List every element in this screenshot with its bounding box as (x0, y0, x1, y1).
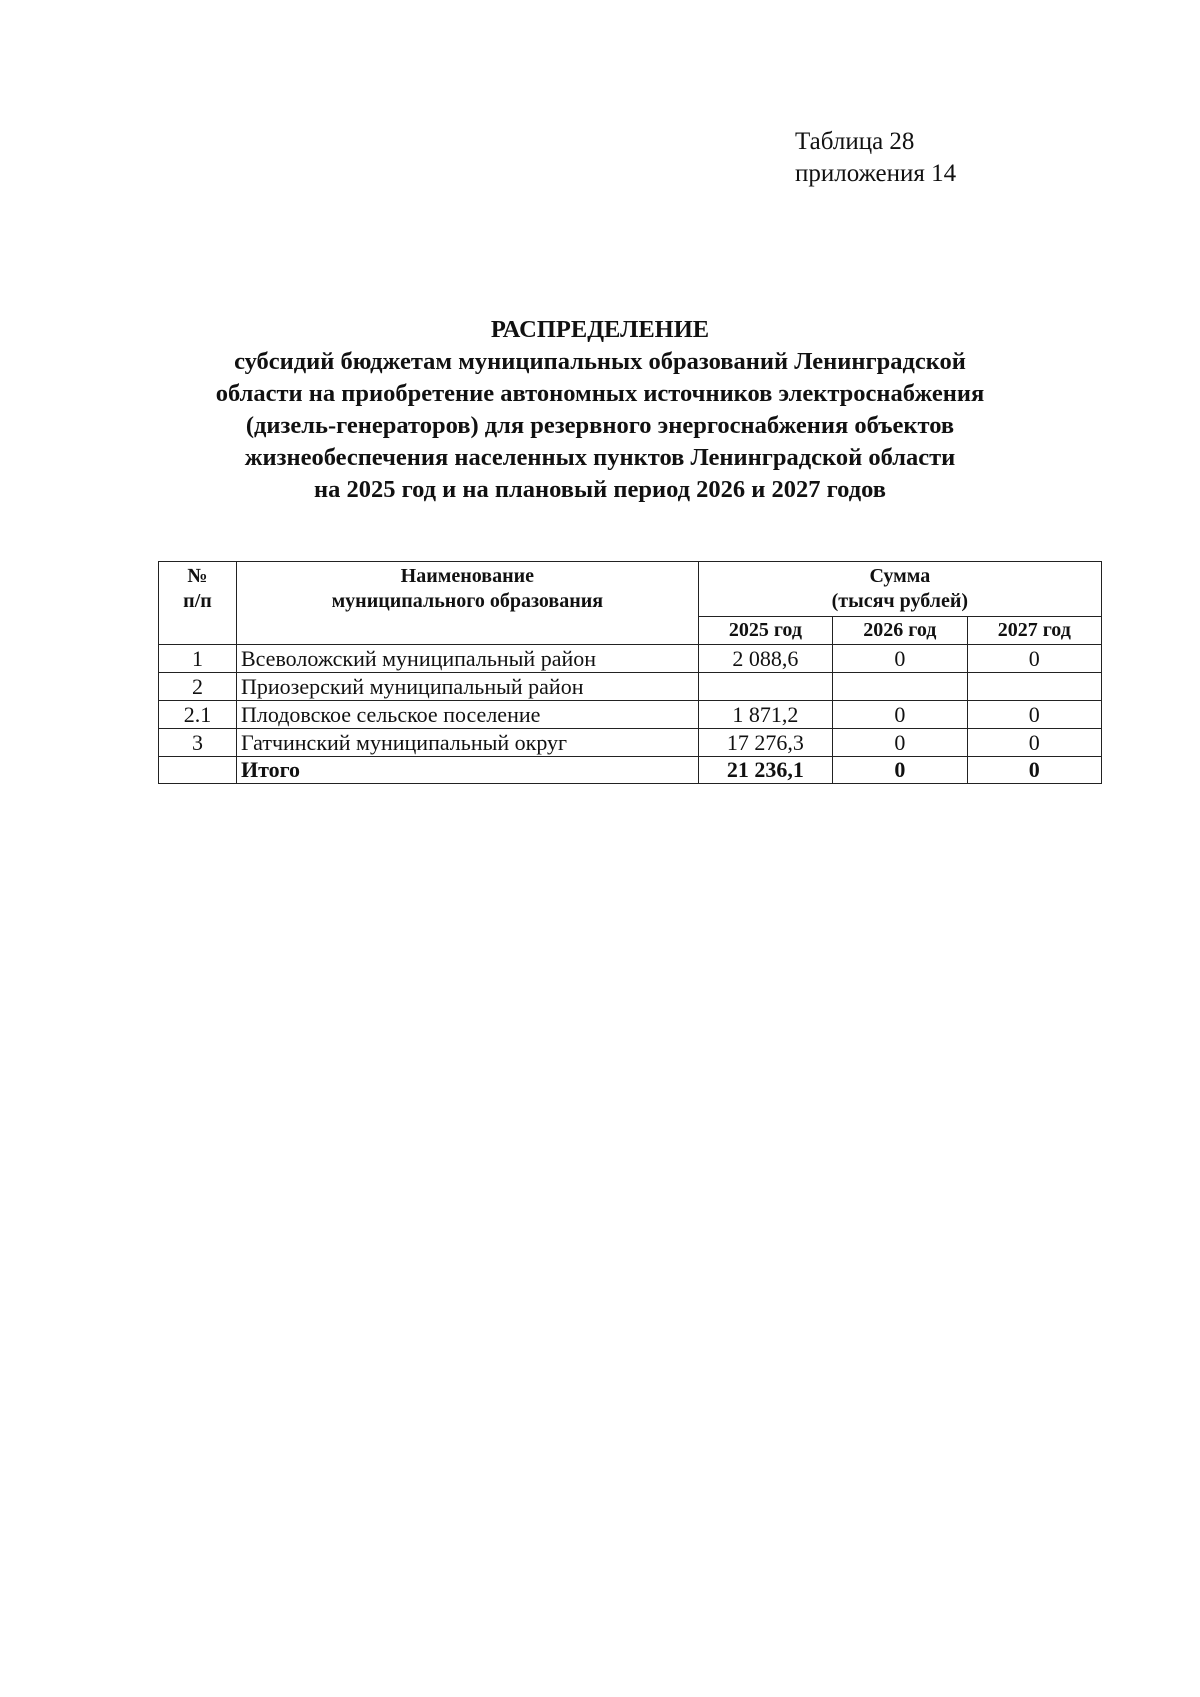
row-number: 2 (159, 673, 237, 701)
total-row (159, 757, 1102, 784)
row-value-2025: 17 276,3 (698, 729, 832, 757)
row-value-2026: 0 (833, 645, 967, 673)
total-value-2027: 0 (967, 757, 1101, 784)
row-value-2027: 0 (967, 645, 1101, 673)
heading-title: РАСПРЕДЕЛЕНИЕ (490, 316, 710, 343)
header-name: Наименование муниципального образования (236, 562, 698, 645)
row-name: Приозерский муниципальный район (236, 673, 698, 701)
table-row (159, 729, 1102, 757)
row-value-2027 (967, 673, 1101, 701)
row-value-2027: 0 (967, 729, 1101, 757)
row-name: Плодовское сельское поселение (236, 701, 698, 729)
header-year-2026: 2026 год (833, 617, 967, 645)
row-number: 3 (159, 729, 237, 757)
document-heading (150, 314, 1050, 506)
table-row (159, 701, 1102, 729)
distribution-table (158, 561, 1102, 784)
row-value-2026 (833, 673, 967, 701)
heading-line: (дизель-генераторов) для резервного энергоснабжения объектов (245, 412, 955, 439)
row-name: Всеволожский муниципальный район (236, 645, 698, 673)
header-year-2025: 2025 год (698, 617, 832, 645)
header-year-2027: 2027 год (967, 617, 1101, 645)
heading-line: области на приобретение автономных источников электроснабжения (215, 380, 985, 407)
row-number: 2.1 (159, 701, 237, 729)
row-value-2027: 0 (967, 701, 1101, 729)
row-value-2025 (698, 673, 832, 701)
total-label: Итого (236, 757, 698, 784)
row-value-2026: 0 (833, 701, 967, 729)
row-number: 1 (159, 645, 237, 673)
row-name: Гатчинский муниципальный округ (236, 729, 698, 757)
heading-line: субсидий бюджетам муниципальных образований Ленинградской (234, 348, 966, 375)
row-value-2025: 1 871,2 (698, 701, 832, 729)
heading-line: жизнеобеспечения населенных пунктов Ленинградской области (244, 444, 956, 471)
header-amount: Сумма (тысяч рублей) (698, 562, 1101, 617)
reference-appendix: приложения 14 (795, 160, 957, 187)
reference-table-number: Таблица 28 (795, 128, 915, 155)
total-number-cell (159, 757, 237, 784)
table-row (159, 645, 1102, 673)
header-number: № п/п (159, 562, 237, 645)
total-value-2026: 0 (833, 757, 967, 784)
row-value-2025: 2 088,6 (698, 645, 832, 673)
table-reference (795, 126, 956, 190)
row-value-2026: 0 (833, 729, 967, 757)
heading-line: на 2025 год и на плановый период 2026 и 2027 годов (313, 476, 886, 503)
total-value-2025: 21 236,1 (698, 757, 832, 784)
table-row (159, 673, 1102, 701)
